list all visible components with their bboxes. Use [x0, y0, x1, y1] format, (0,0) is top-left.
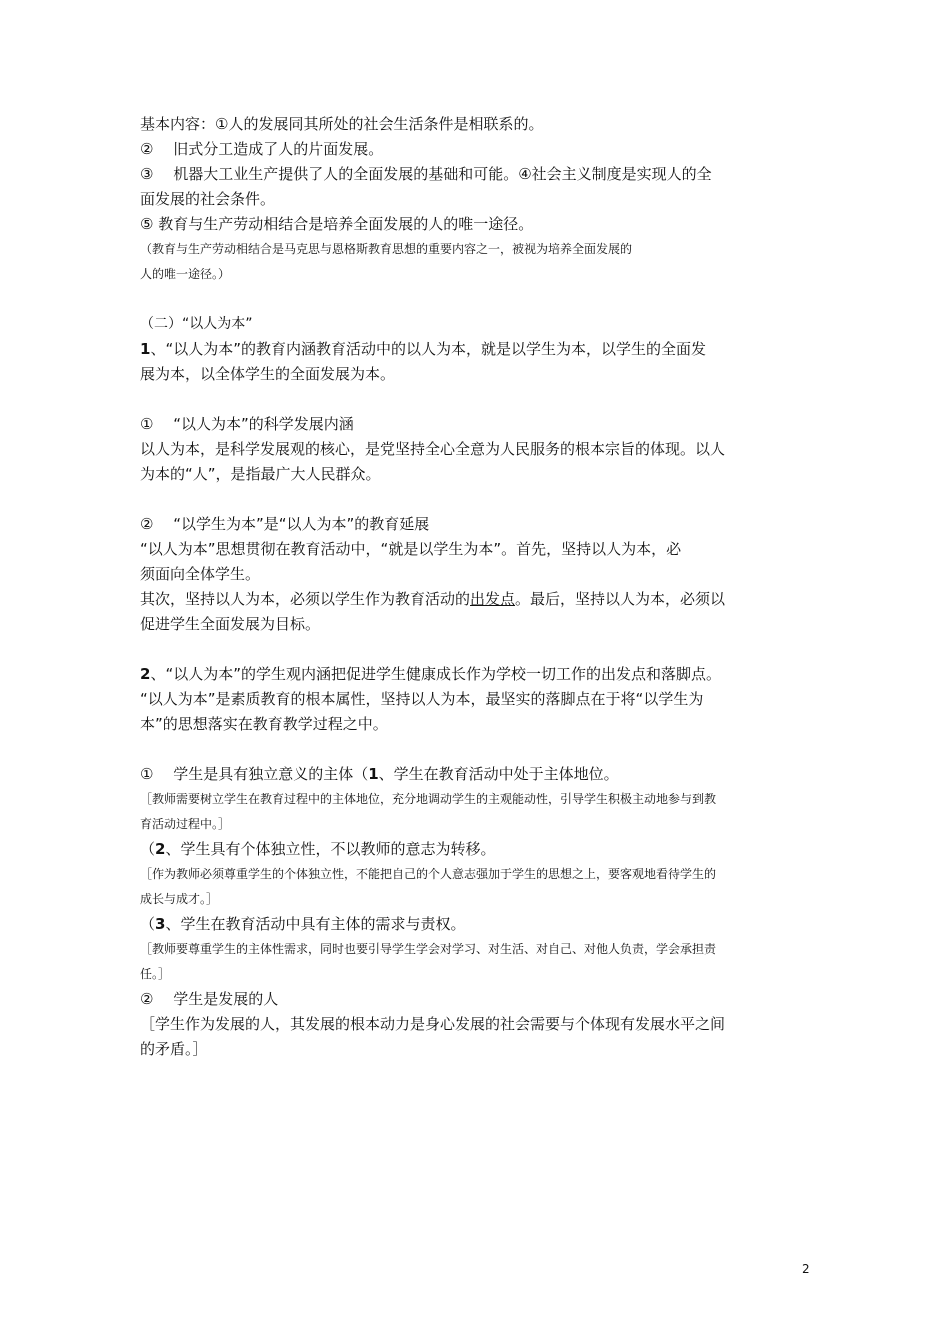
text-line: 须面向全体学生。 [140, 565, 261, 583]
text-span: （ [140, 840, 156, 858]
note-line: 人的唯一途径。） [140, 267, 231, 281]
item-number: 2 [155, 840, 166, 858]
text-line: 促进学生全面发展为目标。 [140, 615, 321, 633]
text-line: ② 学生是发展的人 [140, 990, 279, 1008]
text-line: 的矛盾。］ [140, 1040, 208, 1058]
note-line: ［作为教师必须尊重学生的个体独立性，不能把自己的个人意志强加于学生的思想之上，要客观地看待学生的 [140, 867, 717, 881]
text-line: ② “以学生为本”是“以人为本”的教育延展 [140, 515, 430, 533]
text-span: 其次，坚持以人为本，必须以学生作为教育活动的 [140, 590, 471, 608]
text-line: 以人为本，是科学发展观的核心，是党坚持全心全意为人民服务的根本宗旨的体现。以人 [140, 440, 726, 458]
text-span: 、学生在教育活动中具有主体的需求与责权。 [165, 915, 466, 933]
blank-line [140, 487, 820, 512]
text-line: ［学生作为发展的人，其发展的根本动力是身心发展的社会需要与个体现有发展水平之间 [140, 1015, 726, 1033]
document-body [140, 112, 820, 1062]
text-line [140, 837, 820, 862]
text-span: （ [140, 915, 156, 933]
note-line: （教育与生产劳动相结合是马克思与恩格斯教育思想的重要内容之一，被视为培养全面发展的 [140, 242, 633, 256]
text-line [140, 912, 820, 937]
text-line: “以人为本”是素质教育的根本属性，坚持以人为本，最坚实的落脚点在于将“以学生为 [140, 690, 704, 708]
text-line [140, 337, 820, 362]
section-heading: （二）“以人为本” [140, 316, 253, 332]
note-line: 任。］ [140, 967, 171, 981]
text-line: 面发展的社会条件。 [140, 190, 276, 208]
text-line: 展为本，以全体学生的全面发展为本。 [140, 365, 396, 383]
item-number: 1 [140, 340, 151, 358]
note-line: ［教师需要树立学生在教育过程中的主体地位，充分地调动学生的主观能动性，引导学生积极主动地参与到教 [140, 792, 717, 806]
text-span: 、“以人为本”的教育内涵教育活动中的以人为本，就是以学生为本，以学生的全面发 [150, 340, 706, 358]
blank-line [140, 737, 820, 762]
text-span: ① 学生是具有独立意义的主体（ [140, 765, 369, 783]
underlined-term: 出发点 [470, 590, 516, 608]
note-line: 育活动过程中。］ [140, 817, 231, 831]
blank-line [140, 637, 820, 662]
item-number: 1 [368, 765, 379, 783]
text-span: 、学生在教育活动中处于主体地位。 [378, 765, 619, 783]
blank-line [140, 287, 820, 312]
note-line: 成长与成才。］ [140, 892, 219, 906]
text-line: 基本内容：①人的发展同其所处的社会生活条件是相联系的。 [140, 115, 544, 133]
text-line: 本”的思想落实在教育教学过程之中。 [140, 715, 388, 733]
text-span: 。最后，坚持以人为本，必须以 [515, 590, 726, 608]
item-number: 3 [155, 915, 166, 933]
text-line: ⑤ 教育与生产劳动相结合是培养全面发展的人的唯一途径。 [140, 215, 534, 233]
text-span: 、“以人为本”的学生观内涵把促进学生健康成长作为学校一切工作的出发点和落脚点。 [150, 665, 721, 683]
text-line: 为本的“人”，是指最广大人民群众。 [140, 465, 381, 483]
item-number: 2 [140, 665, 151, 683]
text-line: “以人为本”思想贯彻在教育活动中，“就是以学生为本”。首先，坚持以人为本，必 [140, 540, 682, 558]
note-line: ［教师要尊重学生的主体性需求，同时也要引导学生学会对学习、对生活、对自己、对他人负责，学会承担责 [140, 942, 717, 956]
blank-line [140, 387, 820, 412]
text-line: ① “以人为本”的科学发展内涵 [140, 415, 354, 433]
text-line [140, 762, 820, 787]
text-line: ③ 机器大工业生产提供了人的全面发展的基础和可能。④社会主义制度是实现人的全 [140, 165, 712, 183]
text-span: 、学生具有个体独立性，不以教师的意志为转移。 [165, 840, 496, 858]
text-line [140, 662, 820, 687]
page-number: 2 [802, 1262, 810, 1276]
text-line: ② 旧式分工造成了人的片面发展。 [140, 140, 384, 158]
text-line [140, 587, 820, 612]
